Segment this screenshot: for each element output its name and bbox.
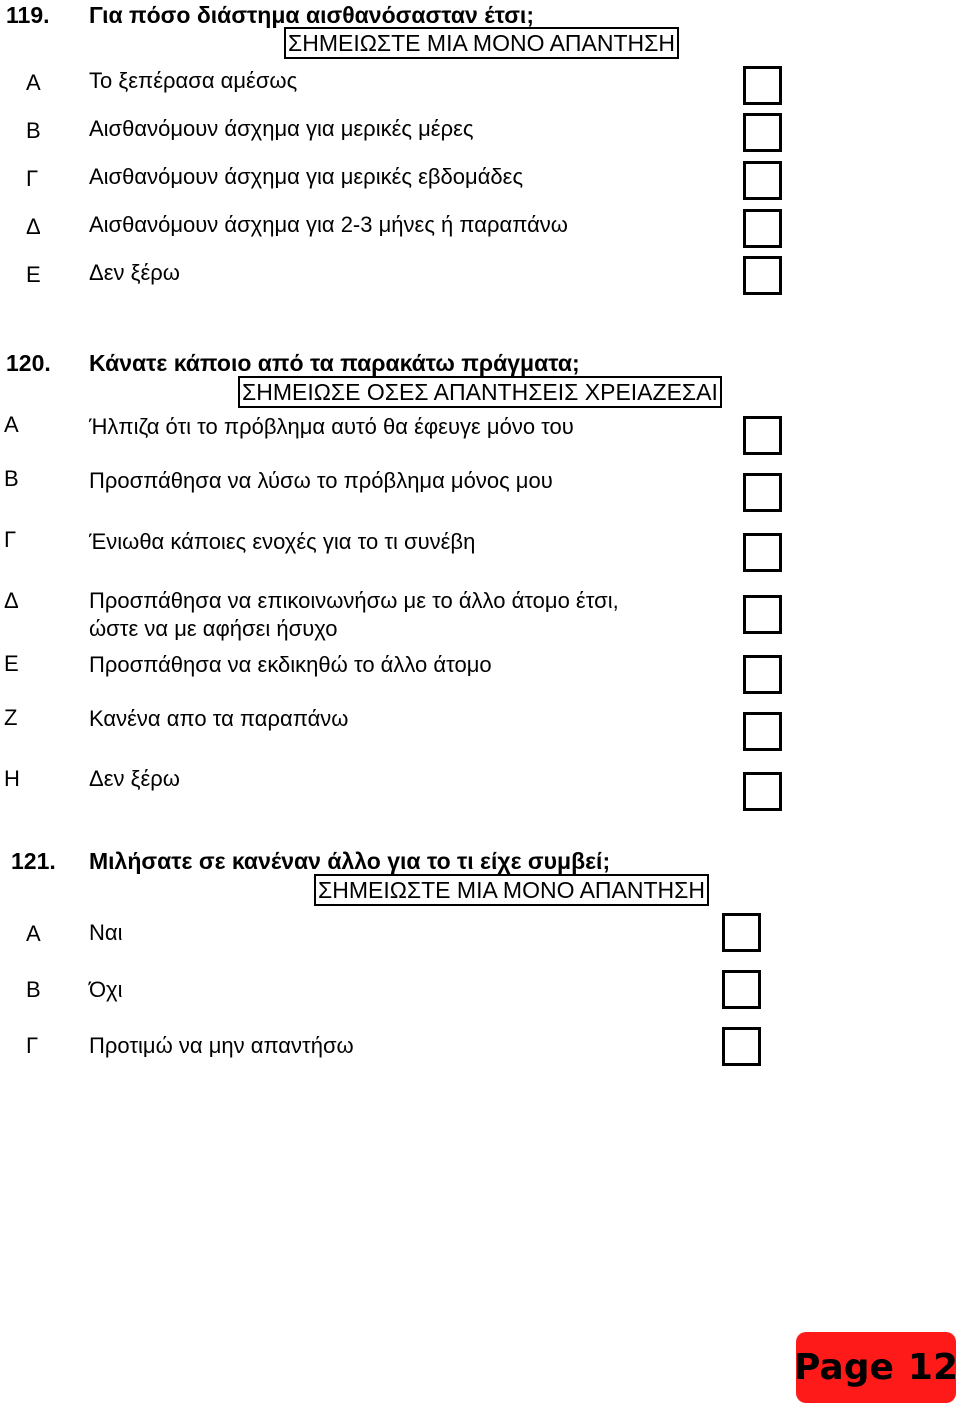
page-number: 12 [907,1347,959,1388]
checkbox[interactable] [743,416,782,455]
question-title: Κάνατε κάποιο από τα παρακάτω πράγματα; [89,350,580,376]
checkbox[interactable] [743,772,782,811]
option-letter: Α [26,70,41,95]
option-letter: Ε [26,262,41,287]
page-label: Page [794,1347,894,1388]
option-label: Ήλπιζα ότι το πρόβλημα αυτό θα έφευγε μόνο του [89,414,574,439]
option-label: Το ξεπέρασα αμέσως [89,68,298,93]
option-letter: Ε [4,651,19,676]
checkbox[interactable] [743,473,782,512]
option-label: Κανένα απο τα παραπάνω [89,706,349,731]
page-badge [794,1332,959,1403]
option-label: Προσπάθησα να επικοινωνήσω με το άλλο άτομο έτσι, [89,588,619,613]
option-letter: Α [26,921,41,946]
option-letter: Β [26,977,41,1002]
checkbox[interactable] [743,161,782,200]
question-number: 119. [6,2,50,28]
option-label: Αισθανόμουν άσχημα για μερικές μέρες [89,116,474,141]
checkbox[interactable] [722,913,761,952]
question-title: Μιλήσατε σε κανέναν άλλο για το τι είχε συμβεί; [89,848,611,874]
instruction-box: ΣΗΜΕΙΩΣΕ ΟΣΕΣ ΑΠΑΝΤΗΣΕΙΣ ΧΡΕΙΑΖΕΣΑΙ [238,376,722,408]
instruction-box: ΣΗΜΕΙΩΣΤΕ ΜΙΑ ΜΟΝΟ ΑΠΑΝΤΗΣΗ [284,27,679,59]
option-letter: Ζ [4,705,18,730]
option-label: Προσπάθησα να εκδικηθώ το άλλο άτομο [89,652,492,677]
option-label-line2: ώστε να με αφήσει ήσυχο [89,616,338,641]
checkbox[interactable] [743,595,782,634]
option-letter: Γ [4,527,17,552]
option-label: Ναι [89,920,123,945]
option-letter: Γ [26,166,39,191]
question-title: Για πόσο διάστημα αισθανόσασταν έτσι; [89,2,534,28]
option-label: Αισθανόμουν άσχημα για μερικές εβδομάδες [89,164,524,189]
checkbox[interactable] [743,209,782,248]
checkbox[interactable] [743,712,782,751]
option-label: Δεν ξέρω [89,260,180,285]
instruction-box: ΣΗΜΕΙΩΣΤΕ ΜΙΑ ΜΟΝΟ ΑΠΑΝΤΗΣΗ [314,874,709,906]
option-letter: Δ [4,588,19,613]
question-number: 121. [11,848,56,874]
checkbox[interactable] [743,66,782,105]
option-letter: Β [26,118,41,143]
checkbox[interactable] [722,970,761,1009]
checkbox[interactable] [743,113,782,152]
checkbox[interactable] [743,655,782,694]
option-letter: Η [4,766,20,791]
checkbox[interactable] [722,1027,761,1066]
option-letter: Β [4,466,19,491]
option-label: Αισθανόμουν άσχημα για 2-3 μήνες ή παραπάνω [89,212,568,237]
option-label: Ένιωθα κάποιες ενοχές για το τι συνέβη [89,529,476,554]
option-label: Δεν ξέρω [89,766,180,791]
question-number: 120. [6,350,51,376]
option-letter: Γ [26,1033,39,1058]
option-label: Προσπάθησα να λύσω το πρόβλημα μόνος μου [89,468,553,493]
checkbox[interactable] [743,256,782,295]
option-letter: Α [4,412,19,437]
option-letter: Δ [26,214,41,239]
option-label: Όχι [89,977,123,1002]
checkbox[interactable] [743,533,782,572]
option-label: Προτιμώ να μην απαντήσω [89,1033,354,1058]
